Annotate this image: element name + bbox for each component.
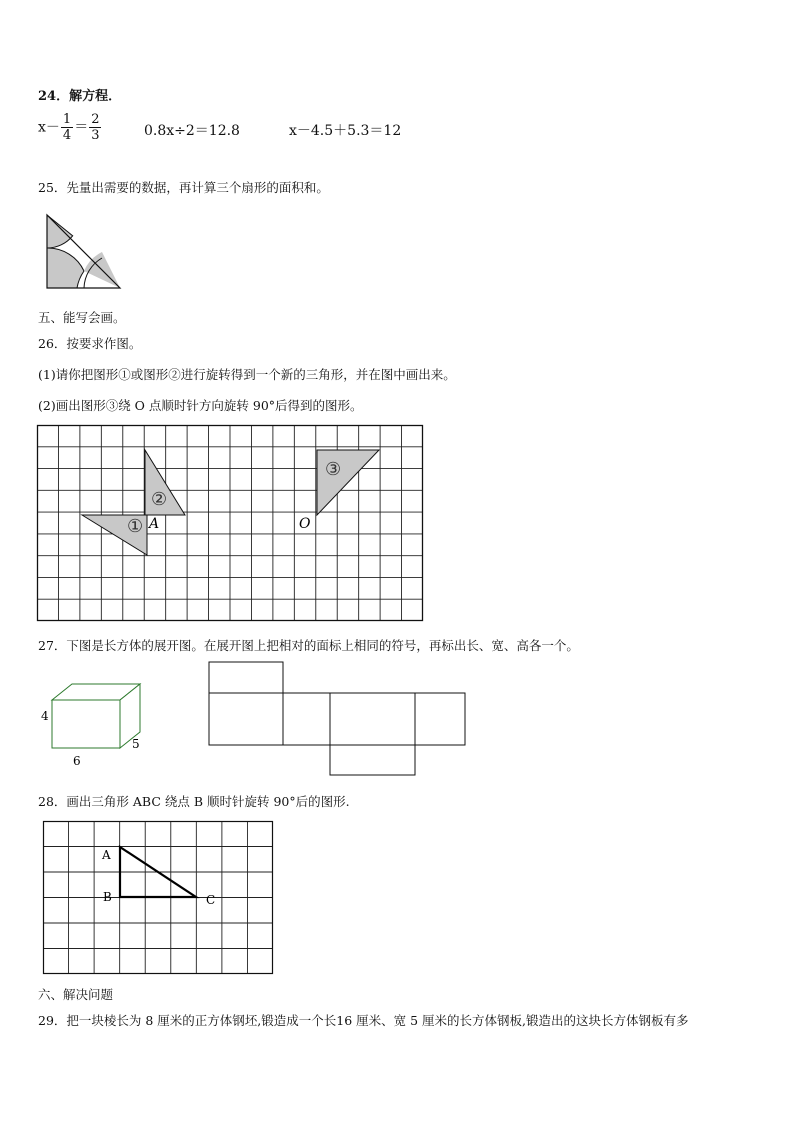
width-label: 6 <box>73 754 81 768</box>
net-face-1 <box>209 693 283 745</box>
q26-grid <box>37 425 423 621</box>
fraction-two-thirds: $\frac{2}{3}$ <box>91 112 100 143</box>
net-face-bottom <box>330 745 415 775</box>
height-label: 4 <box>41 709 49 723</box>
vertex-c-label: C <box>206 893 216 907</box>
fraction-one-fourth: $\frac{1}{4}$ <box>62 112 72 143</box>
shape-1-label: ① <box>127 516 144 537</box>
shape-3-label: ③ <box>325 459 342 480</box>
eq1-equals: ＝ <box>74 119 89 136</box>
shape-2-label: ② <box>151 489 168 510</box>
depth-label: 5 <box>132 737 140 751</box>
sector-bottom-left <box>47 248 84 288</box>
q24-equation-1 <box>38 112 102 143</box>
q28-grid <box>43 821 275 975</box>
q27-net <box>208 661 468 779</box>
net-face-2 <box>283 693 330 745</box>
q28-text: 28．画出三角形 ABC 绕点 B 顺时针旋转 90°后的图形. <box>38 794 350 809</box>
net-face-top <box>209 662 283 693</box>
q24-equation-3: x－4.5＋5.3＝12 <box>289 123 402 139</box>
net-face-3 <box>330 693 415 745</box>
net-face-4 <box>415 693 465 745</box>
q24-title: 24．解方程． <box>38 89 122 104</box>
vertex-a-label: A <box>102 848 111 862</box>
q26-title: 26．按要求作图。 <box>38 336 142 351</box>
point-a-label: A <box>149 516 160 532</box>
cuboid-front <box>52 700 120 748</box>
q27-cuboid <box>38 680 148 770</box>
q29-text: 29．把一块棱长为 8 厘米的正方体钢坯,锻造成一个长16 厘米、宽 5 厘米的长方体钢板,锻造出的这块长方体钢板有多 <box>38 1013 689 1028</box>
point-o-label: O <box>299 516 311 532</box>
q25-triangle-figure <box>44 212 124 292</box>
q24-equation-2: 0.8x÷2＝12.8 <box>144 123 240 139</box>
q26-part-2: (2)画出图形③绕 O 点顺时针方向旋转 90°后得到的图形。 <box>38 398 363 413</box>
sector-top <box>47 215 73 248</box>
eq1-left: x－ <box>38 119 60 136</box>
q26-part-1: (1)请你把图形①或图形②进行旋转得到一个新的三角形，并在图中画出来。 <box>38 367 456 382</box>
vertex-b-label: B <box>103 890 112 904</box>
section-6-title: 六、解决问题 <box>38 987 114 1002</box>
q25-text: 25．先量出需要的数据，再计算三个扇形的面积和。 <box>38 180 329 195</box>
q27-text: 27．下图是长方体的展开图。在展开图上把相对的面标上相同的符号，再标出长、宽、高各一个。 <box>38 638 579 653</box>
section-5-title: 五、能写会画。 <box>38 310 126 325</box>
